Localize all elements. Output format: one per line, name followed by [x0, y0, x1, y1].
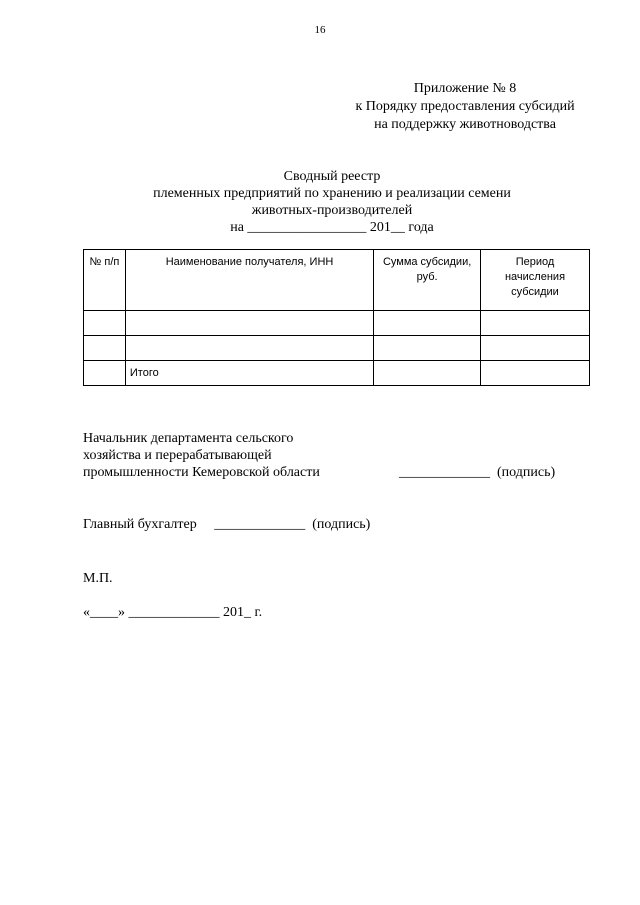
table-cell	[84, 311, 126, 336]
col-header-num: № п/п	[84, 250, 126, 311]
appendix-line-1: Приложение № 8	[413, 81, 517, 96]
head-title-line-1: Начальник департамента сельского	[83, 431, 294, 446]
total-label: Итого	[125, 361, 373, 386]
document-title	[120, 168, 544, 236]
table-cell	[481, 361, 590, 386]
head-signature-line: _____________ (подпись)	[399, 465, 556, 480]
head-title-line-3: промышленности Кемеровской области	[83, 465, 320, 480]
title-line-3: животных-производителей	[251, 203, 413, 218]
table-cell	[481, 311, 590, 336]
appendix-line-2: к Порядку предоставления субсидий	[355, 99, 575, 114]
table-cell	[481, 336, 590, 361]
title-line-1: Сводный реестр	[283, 169, 381, 184]
table-cell	[374, 311, 481, 336]
appendix-header	[330, 80, 600, 134]
head-signature-block	[83, 430, 583, 481]
page-number: 16	[314, 24, 326, 36]
head-title-line-2: хозяйства и перерабатывающей	[83, 448, 272, 463]
title-line-2: племенных предприятий по хранению и реализации семени	[153, 186, 511, 201]
table-total-row	[84, 361, 590, 386]
table-cell	[84, 361, 126, 386]
table-cell	[125, 336, 373, 361]
table-cell	[84, 336, 126, 361]
appendix-line-3: на поддержку животноводства	[374, 117, 556, 132]
accountant-signature-line: Главный бухгалтер _____________ (подпись)	[83, 517, 371, 532]
title-line-4: на _________________ 201__ года	[230, 220, 434, 235]
registry-table	[83, 249, 590, 386]
table-cell	[125, 311, 373, 336]
col-header-period: Период начисления субсидии	[481, 250, 590, 311]
table-cell	[374, 361, 481, 386]
table-cell	[374, 336, 481, 361]
stamp-place: М.П.	[83, 571, 113, 586]
col-header-sum: Сумма субсидии, руб.	[374, 250, 481, 311]
table-row	[84, 311, 590, 336]
table-header-row	[84, 250, 590, 311]
table-row	[84, 336, 590, 361]
date-line: «____» _____________ 201_ г.	[83, 605, 263, 620]
col-header-name: Наименование получателя, ИНН	[125, 250, 373, 311]
